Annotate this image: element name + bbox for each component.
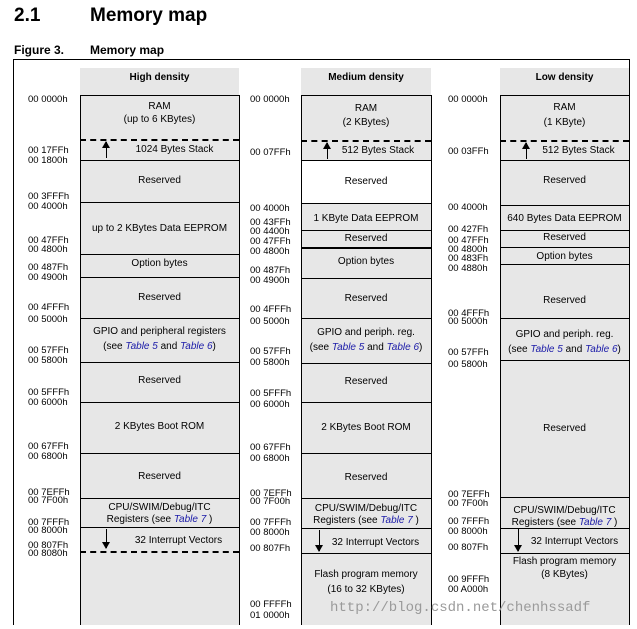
high-cpu-ref-line — [80, 513, 239, 526]
low-stack-label: 512 Bytes Stack — [542, 145, 615, 156]
medium-address: 00 7EFFh — [250, 488, 292, 499]
medium-reserved-5: Reserved — [344, 472, 388, 483]
low-table5-link: Table 5 — [530, 344, 563, 355]
high-address: 00 5000h — [28, 314, 68, 325]
high-cpu-label: CPU/SWIM/Debug/ITC — [108, 502, 211, 513]
medium-ram-label: RAM — [354, 103, 378, 114]
low-column-header: Low density — [535, 72, 594, 83]
low-gpio-ref-line — [500, 343, 629, 356]
high-gpio-close: ) — [212, 341, 216, 352]
medium-address: 00 6000h — [250, 399, 290, 410]
medium-boot-rom: 2 KBytes Boot ROM — [321, 422, 411, 433]
medium-divider — [301, 453, 432, 454]
medium-divider — [301, 528, 432, 529]
high-reserved-1: Reserved — [138, 175, 181, 186]
medium-right-border — [431, 95, 432, 625]
high-address: 00 17FFh — [28, 145, 69, 156]
high-stack-label: 1024 Bytes Stack — [135, 144, 214, 155]
low-address: 00 427Fh — [448, 224, 489, 235]
high-address: 00 8000h — [28, 525, 68, 536]
low-address: 00 5000h — [448, 316, 488, 327]
low-vectors-label: 32 Interrupt Vectors — [530, 536, 619, 547]
low-address: 00 4FFFh — [448, 308, 490, 319]
high-divider — [80, 453, 240, 454]
medium-cpu-close: ) — [412, 515, 419, 526]
medium-divider — [301, 318, 432, 319]
low-gpio-label: GPIO and periph. reg. — [515, 329, 614, 340]
medium-cpu-see: Registers (see — [313, 515, 381, 526]
medium-address: 00 4000h — [250, 203, 290, 214]
low-gpio-and: and — [562, 344, 586, 355]
figure-title: Memory map — [90, 43, 165, 57]
low-address: 00 4000h — [448, 202, 488, 213]
low-divider — [500, 95, 630, 96]
medium-address: 01 0000h — [250, 610, 290, 621]
medium-address: 00 57FFh — [250, 346, 291, 357]
low-arrow-head — [522, 142, 530, 149]
high-dashed-divider — [80, 551, 239, 553]
low-address: 00 0000h — [448, 94, 488, 105]
high-arrow-head — [102, 141, 110, 148]
medium-reserved-4: Reserved — [344, 376, 388, 387]
low-address: 00 03FFh — [448, 146, 489, 157]
medium-divider — [301, 553, 432, 554]
medium-address: 00 5000h — [250, 316, 290, 327]
medium-reserved-3: Reserved — [344, 293, 388, 304]
high-column-header: High density — [129, 72, 190, 83]
high-address: 00 3FFFh — [28, 191, 70, 202]
medium-reserved-2: Reserved — [344, 233, 388, 244]
high-address: 00 4900h — [28, 272, 68, 283]
medium-address: 00 487Fh — [250, 265, 291, 276]
medium-ram-size: (2 KBytes) — [342, 117, 390, 128]
high-gpio-and: and — [157, 341, 181, 352]
high-cpu-close: ) — [206, 514, 213, 525]
medium-gpio-ref-line — [301, 341, 431, 354]
low-address: 00 A000h — [448, 584, 489, 595]
medium-dashed-divider — [301, 140, 431, 142]
low-arrow-head — [514, 545, 522, 552]
low-address: 00 5800h — [448, 359, 488, 370]
high-address: 00 0000h — [28, 94, 68, 105]
high-address: 00 5800h — [28, 355, 68, 366]
medium-address: 00 5800h — [250, 357, 290, 368]
medium-gpio-see: (see — [309, 342, 332, 353]
low-address: 00 4800h — [448, 244, 488, 255]
medium-gpio-label: GPIO and periph. reg. — [317, 327, 415, 338]
high-address: 00 67FFh — [28, 441, 69, 452]
low-divider — [500, 205, 630, 206]
low-address: 00 7FFFh — [448, 516, 490, 527]
low-divider — [500, 247, 630, 248]
medium-table5-link: Table 5 — [331, 342, 365, 353]
medium-address: 00 4FFFh — [250, 304, 292, 315]
low-option-bytes: Option bytes — [536, 251, 593, 262]
high-table5-link: Table 5 — [125, 341, 158, 352]
high-divider — [80, 318, 240, 319]
low-divider — [500, 160, 630, 161]
medium-arrow-head — [315, 545, 323, 552]
high-address: 00 4800h — [28, 244, 68, 255]
medium-divider — [301, 230, 432, 231]
high-arrow-head — [102, 542, 110, 549]
medium-table7-link: Table 7 — [380, 515, 413, 526]
low-ram-label: RAM — [553, 102, 576, 113]
medium-gpio-close: ) — [419, 342, 423, 353]
high-right-border — [239, 95, 240, 625]
low-address: 00 47FFh — [448, 235, 489, 246]
high-address: 00 6800h — [28, 451, 68, 462]
high-address: 00 8080h — [28, 548, 68, 559]
high-divider — [80, 362, 240, 363]
medium-address: 00 07FFh — [250, 147, 291, 158]
low-divider — [500, 264, 630, 265]
high-divider — [80, 254, 240, 255]
high-reserved-3: Reserved — [138, 375, 181, 386]
medium-flash-size: (16 to 32 KBytes) — [327, 584, 405, 595]
high-divider — [80, 402, 240, 403]
high-address: 00 47FFh — [28, 235, 69, 246]
low-ram-size: (1 KByte) — [543, 117, 586, 128]
medium-divider — [301, 278, 432, 279]
high-address: 00 1800h — [28, 155, 68, 166]
medium-address: 00 43FFh — [250, 217, 291, 228]
medium-divider — [301, 247, 432, 249]
medium-option-bytes: Option bytes — [337, 256, 395, 267]
medium-address: 00 8000h — [250, 527, 290, 538]
high-gpio-ref-line — [80, 340, 239, 353]
medium-address: 00 0000h — [250, 94, 290, 105]
low-cpu-close: ) — [611, 517, 618, 528]
high-address: 00 6000h — [28, 397, 68, 408]
low-address: 00 8000h — [448, 526, 488, 537]
high-address: 00 7EFFh — [28, 487, 70, 498]
low-address: 00 4880h — [448, 263, 488, 274]
low-divider — [500, 360, 630, 361]
high-address: 00 807Fh — [28, 540, 69, 551]
high-address: 00 5FFFh — [28, 387, 70, 398]
high-table7-link: Table 7 — [173, 514, 207, 525]
medium-address: 00 807Fh — [250, 543, 291, 554]
medium-divider — [301, 203, 432, 204]
high-divider — [80, 95, 240, 96]
high-gpio-see: (see — [103, 341, 126, 352]
low-gpio-close: ) — [617, 344, 621, 355]
medium-cpu-ref-line — [301, 514, 431, 527]
medium-address: 00 4900h — [250, 275, 290, 286]
medium-address: 00 7F00h — [250, 496, 291, 507]
low-dashed-divider — [500, 140, 629, 142]
high-divider — [80, 527, 240, 528]
high-vectors-label: 32 Interrupt Vectors — [134, 535, 223, 546]
medium-eeprom-label: 1 KByte Data EEPROM — [313, 213, 419, 224]
low-address: 00 9FFFh — [448, 574, 490, 585]
low-address: 00 57FFh — [448, 347, 489, 358]
low-eeprom-label: 640 Bytes Data EEPROM — [507, 213, 622, 224]
high-address: 00 7F00h — [28, 495, 69, 506]
low-reserved-4: Reserved — [543, 423, 586, 434]
low-address: 00 483Fh — [448, 253, 489, 264]
low-cpu-see: Registers (see — [511, 517, 579, 528]
medium-stack-label: 512 Bytes Stack — [341, 145, 415, 156]
low-gpio-see: (see — [508, 344, 531, 355]
medium-divider — [301, 160, 432, 161]
medium-reserved-1: Reserved — [344, 176, 388, 187]
low-address: 00 807Fh — [448, 542, 489, 553]
medium-divider — [301, 363, 432, 364]
medium-address: 00 7FFFh — [250, 517, 292, 528]
high-address: 00 4000h — [28, 201, 68, 212]
low-reserved-1: Reserved — [543, 175, 586, 186]
figure-number: Figure 3. — [14, 43, 65, 57]
high-address: 00 57FFh — [28, 345, 69, 356]
medium-address: 00 5FFFh — [250, 388, 292, 399]
high-option-bytes: Option bytes — [131, 258, 188, 269]
medium-divider — [301, 95, 432, 96]
low-address: 00 7F00h — [448, 498, 489, 509]
medium-column-header: Medium density — [328, 72, 404, 83]
low-cpu-ref-line — [500, 516, 629, 529]
low-divider — [500, 318, 630, 319]
low-reserved-3: Reserved — [543, 295, 586, 306]
low-cpu-label: CPU/SWIM/Debug/ITC — [513, 505, 616, 516]
section-number: 2.1 — [14, 5, 41, 26]
medium-divider — [301, 402, 432, 403]
low-table7-link: Table 7 — [578, 517, 612, 528]
section-title: Memory map — [90, 5, 208, 26]
high-ram-size: (up to 6 KBytes) — [123, 114, 196, 125]
high-divider — [80, 160, 240, 161]
watermark: http://blog.csdn.net/chenhssadf — [330, 600, 591, 616]
medium-address: 00 FFFFh — [250, 599, 292, 610]
high-divider — [80, 202, 240, 203]
high-divider — [80, 498, 240, 499]
medium-flash-label: Flash program memory — [314, 569, 418, 580]
high-ram-label: RAM — [148, 101, 171, 112]
low-reserved-2: Reserved — [543, 232, 586, 243]
medium-address: 00 6800h — [250, 453, 290, 464]
medium-cpu-label: CPU/SWIM/Debug/ITC — [314, 503, 418, 514]
medium-gpio-and: and — [364, 342, 387, 353]
high-reserved-4: Reserved — [138, 471, 181, 482]
high-gpio-label: GPIO and peripheral registers — [93, 326, 226, 337]
low-table6-link: Table 6 — [585, 344, 618, 355]
high-reserved-2: Reserved — [138, 292, 181, 303]
low-flash-size: (8 KBytes) — [541, 569, 588, 580]
high-cpu-see: Registers (see — [106, 514, 174, 525]
high-boot-rom: 2 KBytes Boot ROM — [114, 421, 205, 432]
medium-vectors-label: 32 Interrupt Vectors — [331, 537, 420, 548]
medium-address: 00 47FFh — [250, 236, 291, 247]
high-address: 00 4FFFh — [28, 302, 70, 313]
medium-address: 00 67FFh — [250, 442, 291, 453]
medium-table6-link: Table 6 — [386, 342, 419, 353]
low-divider — [500, 497, 630, 498]
low-flash-label: Flash program memory — [512, 556, 617, 567]
high-address: 00 7FFFh — [28, 517, 70, 528]
medium-address: 00 4400h — [250, 226, 290, 237]
low-divider — [500, 553, 630, 554]
high-table6-link: Table 6 — [180, 341, 213, 352]
medium-divider — [301, 498, 432, 499]
high-eeprom-label: up to 2 KBytes Data EEPROM — [91, 223, 228, 234]
low-address: 00 7EFFh — [448, 489, 490, 500]
medium-arrow-head — [323, 142, 331, 149]
medium-address: 00 4800h — [250, 246, 290, 257]
high-divider — [80, 277, 240, 278]
high-address: 00 487Fh — [28, 262, 69, 273]
